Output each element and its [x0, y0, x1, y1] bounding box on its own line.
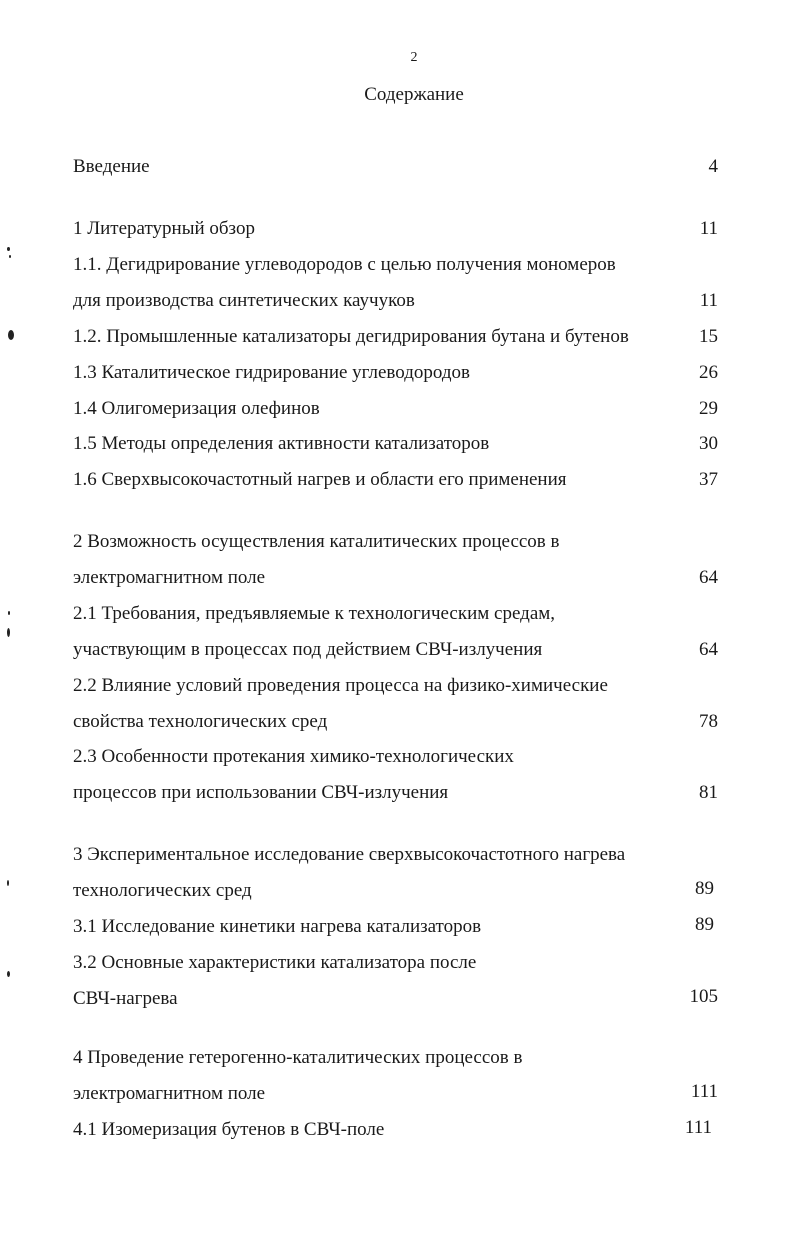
toc-entry-s1-3: 1.3 Каталитическое гидрирование углеводородов: [73, 362, 470, 383]
toc-page-s1-3: 26: [699, 362, 718, 383]
toc-entry-s1-1-line1: 1.1. Дегидрирование углеводородов с целью получения мономеров: [73, 254, 616, 275]
toc-entry-s4-1: 4.1 Изомеризация бутенов в СВЧ-поле: [73, 1119, 385, 1140]
scan-speck: [7, 628, 10, 637]
toc-entry-s1: 1 Литературный обзор: [73, 218, 255, 239]
toc-entry-intro: Введение: [73, 156, 150, 177]
toc-page-s1-4: 29: [699, 398, 718, 419]
toc-entry-s3-line2: технологических сред: [73, 880, 252, 901]
toc-page-s2-2: 78: [699, 711, 718, 732]
toc-page-intro: 4: [708, 156, 718, 177]
toc-entry-s2-line2: электромагнитном поле: [73, 567, 266, 588]
toc-entry-s2-3-line2: процессов при использовании СВЧ-излучения: [73, 782, 449, 803]
toc-entry-s3-2-line1: 3.2 Основные характеристики катализатора после: [73, 952, 477, 973]
toc-entry-s4-line1: 4 Проведение гетерогенно-каталитических процессов в: [73, 1047, 523, 1068]
toc-page-s2-3: 81: [699, 782, 718, 803]
scan-speck: [7, 971, 10, 977]
toc-page-s3-2: 105: [689, 986, 718, 1007]
toc-page-s3: 89: [695, 878, 714, 899]
scan-speck: [7, 880, 9, 886]
toc-entry-s2-3-line1: 2.3 Особенности протекания химико-технологических: [73, 746, 514, 767]
toc-page-s4: 111: [690, 1081, 718, 1102]
toc-entry-s3-1: 3.1 Исследование кинетики нагрева катализаторов: [73, 916, 482, 937]
toc-entry-s2-2-line2: свойства технологических сред: [73, 711, 328, 732]
toc-entry-s3-2-line2: СВЧ-нагрева: [73, 988, 178, 1009]
scan-speck: [9, 255, 11, 258]
toc-page-s4-1: 111: [684, 1117, 712, 1138]
toc-page-s1: 11: [699, 218, 718, 239]
toc-entry-s1-5: 1.5 Методы определения активности катализаторов: [73, 433, 490, 454]
toc-entry-s1-6: 1.6 Сверхвысокочастотный нагрев и области его применения: [73, 469, 567, 490]
toc-entry-s3-line1: 3 Экспериментальное исследование сверхвысокочастотного нагрева: [73, 844, 626, 865]
toc-entry-s4-line2: электромагнитном поле: [73, 1083, 266, 1104]
toc-heading: Содержание: [364, 84, 464, 105]
toc-page-s1-2: 15: [699, 326, 718, 347]
toc-entry-s1-2: 1.2. Промышленные катализаторы дегидрирования бутана и бутенов: [73, 326, 629, 347]
toc-entry-s2-1-line1: 2.1 Требования, предъявляемые к технологическим средам,: [73, 603, 556, 624]
toc-page-s2: 64: [699, 567, 718, 588]
toc-entry-s1-4: 1.4 Олигомеризация олефинов: [73, 398, 320, 419]
toc-page-s3-1: 89: [695, 914, 714, 935]
toc-entry-s2-1-line2: участвующим в процессах под действием СВЧ-излучения: [73, 639, 543, 660]
scan-speck: [8, 330, 14, 340]
toc-page-s2-1: 64: [699, 639, 718, 660]
toc-entry-s2-line1: 2 Возможность осуществления каталитических процессов в: [73, 531, 560, 552]
toc-entry-s2-2-line1: 2.2 Влияние условий проведения процесса на физико-химические: [73, 675, 608, 696]
scan-speck: [7, 247, 10, 251]
page-number: 2: [410, 50, 418, 65]
scan-speck: [8, 611, 10, 615]
toc-page-s1-1: 11: [699, 290, 718, 311]
toc-entry-s1-1-line2: для производства синтетических каучуков: [73, 290, 415, 311]
toc-page-s1-5: 30: [699, 433, 718, 454]
toc-page-s1-6: 37: [699, 469, 718, 490]
